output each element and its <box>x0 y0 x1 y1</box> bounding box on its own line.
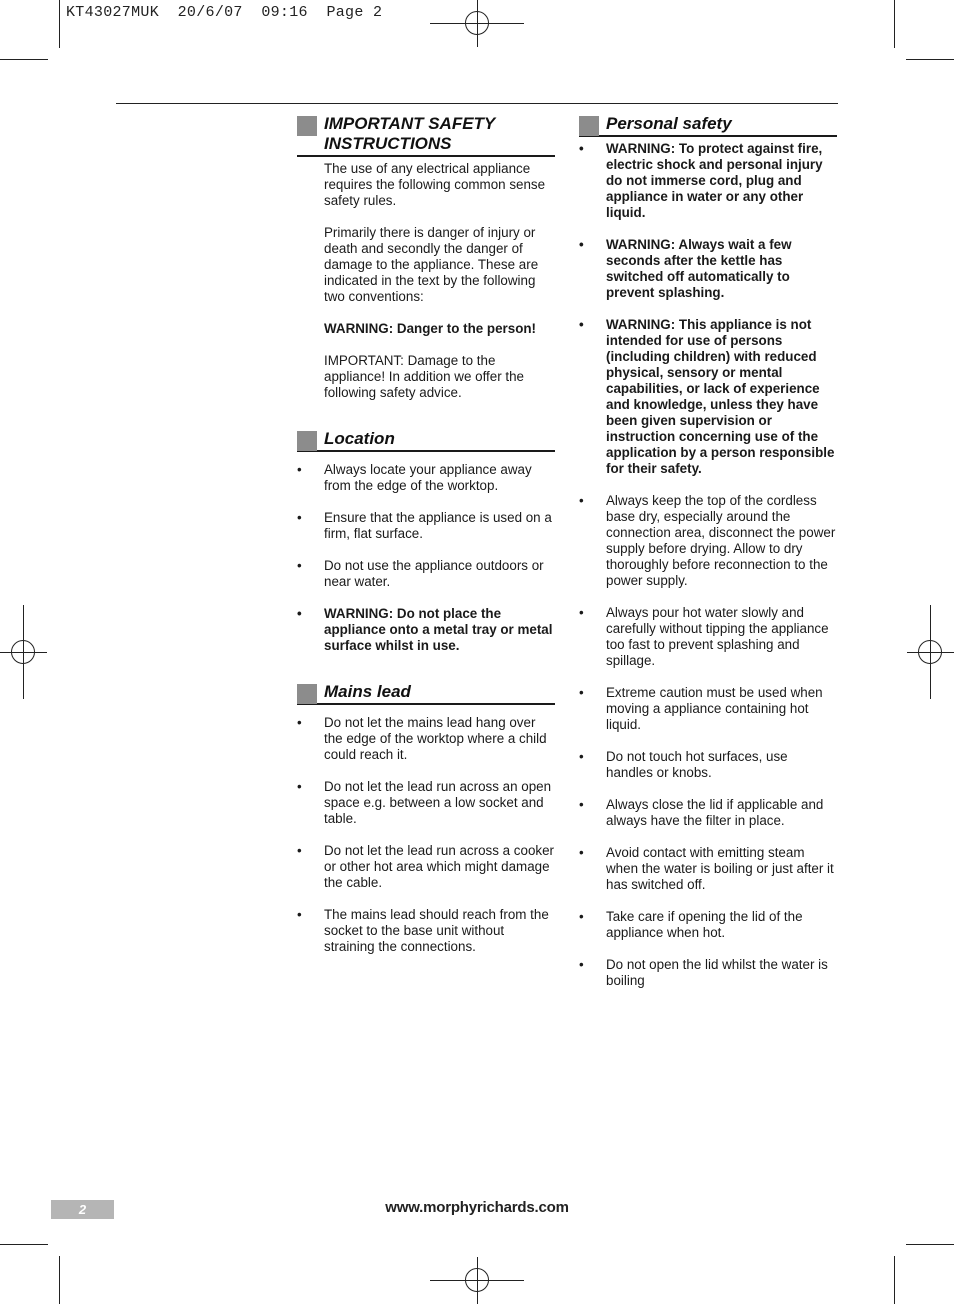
list-item <box>579 797 837 829</box>
bullet-icon: • <box>579 797 584 812</box>
list-item-text: WARNING: This appliance is not intended for use of persons (including children) with reduced physical, sensory or mental capabilities, or lack of experience and knowledge, unless they have been given supervision or instruction concerning use of the application by a person responsible for their safety. <box>606 317 835 476</box>
list-item <box>297 715 555 763</box>
section-heading <box>579 114 837 137</box>
print-slug-line: KT43027MUK 20/6/07 09:16 Page 2 <box>66 4 383 21</box>
section-title: Location <box>324 429 395 448</box>
section-personal-safety <box>579 114 837 989</box>
list-item-text: The mains lead should reach from the socket to the base unit without straining the connections. <box>324 907 549 954</box>
list-item-text: Always pour hot water slowly and carefully without tipping the appliance too fast to prevent splashing and spillage. <box>606 605 829 668</box>
section-location <box>297 429 555 654</box>
registration-mark-right-circle <box>918 640 942 664</box>
list-item <box>297 779 555 827</box>
right-column <box>579 114 837 1017</box>
bullet-icon: • <box>579 957 584 972</box>
section-title: IMPORTANT SAFETY INSTRUCTIONS <box>324 114 495 153</box>
paragraph: Primarily there is danger of injury or death and secondly the danger of damage to the appliance. These are indicated in the text by the following two conventions: <box>324 225 539 304</box>
heading-square-icon <box>579 116 599 136</box>
list-item-text: Do not use the appliance outdoors or near water. <box>324 558 544 589</box>
bullet-list <box>297 715 555 955</box>
bullet-icon: • <box>579 749 584 764</box>
list-item <box>579 317 837 477</box>
heading-square-icon <box>297 431 317 451</box>
list-item <box>297 462 555 494</box>
left-column <box>297 114 555 983</box>
list-item <box>297 843 555 891</box>
list-item <box>297 558 555 590</box>
bullet-icon: • <box>579 493 584 508</box>
list-item-text: Ensure that the appliance is used on a firm, flat surface. <box>324 510 552 541</box>
bullet-icon: • <box>297 510 302 525</box>
paragraph: The use of any electrical appliance requires the following common sense safety rules. <box>324 161 546 208</box>
bullet-icon: • <box>579 317 584 332</box>
crop-mark-tl-h <box>0 59 48 60</box>
list-item-text: Always locate your appliance away from the edge of the worktop. <box>324 462 532 493</box>
list-item-text: Do not touch hot surfaces, use handles or knobs. <box>606 749 788 780</box>
list-item-text: Always close the lid if applicable and always have the filter in place. <box>606 797 824 828</box>
section-title: Personal safety <box>606 114 732 133</box>
list-item-text: Do not let the lead run across a cooker or other hot area which might damage the cable. <box>324 843 555 890</box>
crop-mark-br-v <box>894 1256 895 1304</box>
bullet-icon: • <box>297 462 302 477</box>
list-item <box>297 510 555 542</box>
warning-paragraph: WARNING: Danger to the person! <box>324 321 537 336</box>
bullet-list <box>297 462 555 654</box>
section-title: Mains lead <box>324 682 411 701</box>
list-item-text: Extreme caution must be used when moving a appliance containing hot liquid. <box>606 685 823 732</box>
section-important-safety <box>297 114 555 401</box>
bullet-icon: • <box>579 605 584 620</box>
bullet-icon: • <box>297 715 302 730</box>
bullet-icon: • <box>297 606 302 621</box>
list-item <box>579 909 837 941</box>
registration-mark-bottom-circle <box>465 1268 489 1292</box>
list-item <box>297 606 555 654</box>
section-heading <box>297 682 555 705</box>
list-item-text: WARNING: To protect against fire, electric shock and personal injury do not immerse cord, plug and appliance in water or any other liquid. <box>606 141 823 220</box>
list-item <box>579 749 837 781</box>
list-item <box>579 493 837 589</box>
list-item-text: WARNING: Always wait a few seconds after the kettle has switched off automatically to prevent splashing. <box>606 237 792 300</box>
crop-mark-tr-v <box>894 0 895 48</box>
registration-mark-top-circle <box>465 11 489 35</box>
bullet-icon: • <box>297 843 302 858</box>
list-item-text: Take care if opening the lid of the appliance when hot. <box>606 909 803 940</box>
list-item <box>579 685 837 733</box>
bullet-icon: • <box>297 907 302 922</box>
crop-mark-bl-h <box>0 1244 48 1245</box>
list-item-text: Avoid contact with emitting steam when the water is boiling or just after it has switched off. <box>606 845 834 892</box>
bullet-icon: • <box>297 779 302 794</box>
heading-square-icon <box>297 684 317 704</box>
list-item <box>579 141 837 221</box>
bullet-icon: • <box>297 558 302 573</box>
list-item <box>579 605 837 669</box>
header-rule <box>116 103 838 104</box>
list-item-text: Do not let the lead run across an open space e.g. between a low socket and table. <box>324 779 552 826</box>
list-item-text: WARNING: Do not place the appliance onto a metal tray or metal surface whilst in use. <box>324 606 553 653</box>
list-item <box>579 957 837 989</box>
list-item <box>297 907 555 955</box>
section-heading <box>297 114 555 157</box>
bullet-icon: • <box>579 909 584 924</box>
list-item <box>579 845 837 893</box>
bullet-icon: • <box>579 237 584 252</box>
list-item-text: Do not open the lid whilst the water is boiling <box>606 957 828 988</box>
section-heading <box>297 429 555 452</box>
paragraph: IMPORTANT: Damage to the appliance! In addition we offer the following safety advice. <box>324 353 525 400</box>
crop-mark-tr-h <box>906 59 954 60</box>
crop-mark-tl-v <box>59 0 60 48</box>
list-item <box>579 237 837 301</box>
bullet-list <box>579 141 837 989</box>
heading-square-icon <box>297 116 317 136</box>
bullet-icon: • <box>579 141 584 156</box>
crop-mark-bl-v <box>59 1256 60 1304</box>
list-item-text: Do not let the mains lead hang over the edge of the worktop where a child could reach it. <box>324 715 547 762</box>
bullet-icon: • <box>579 685 584 700</box>
page-number-badge: 2 <box>51 1200 114 1219</box>
registration-mark-left-circle <box>11 640 35 664</box>
crop-mark-br-h <box>906 1244 954 1245</box>
section-mains-lead <box>297 682 555 955</box>
bullet-icon: • <box>579 845 584 860</box>
footer-website-url: www.morphyrichards.com <box>385 1199 569 1216</box>
list-item-text: Always keep the top of the cordless base dry, especially around the connection area, disconnect the power supply before drying. Allow to dry thoroughly before reconnection to the power supply. <box>606 493 836 588</box>
